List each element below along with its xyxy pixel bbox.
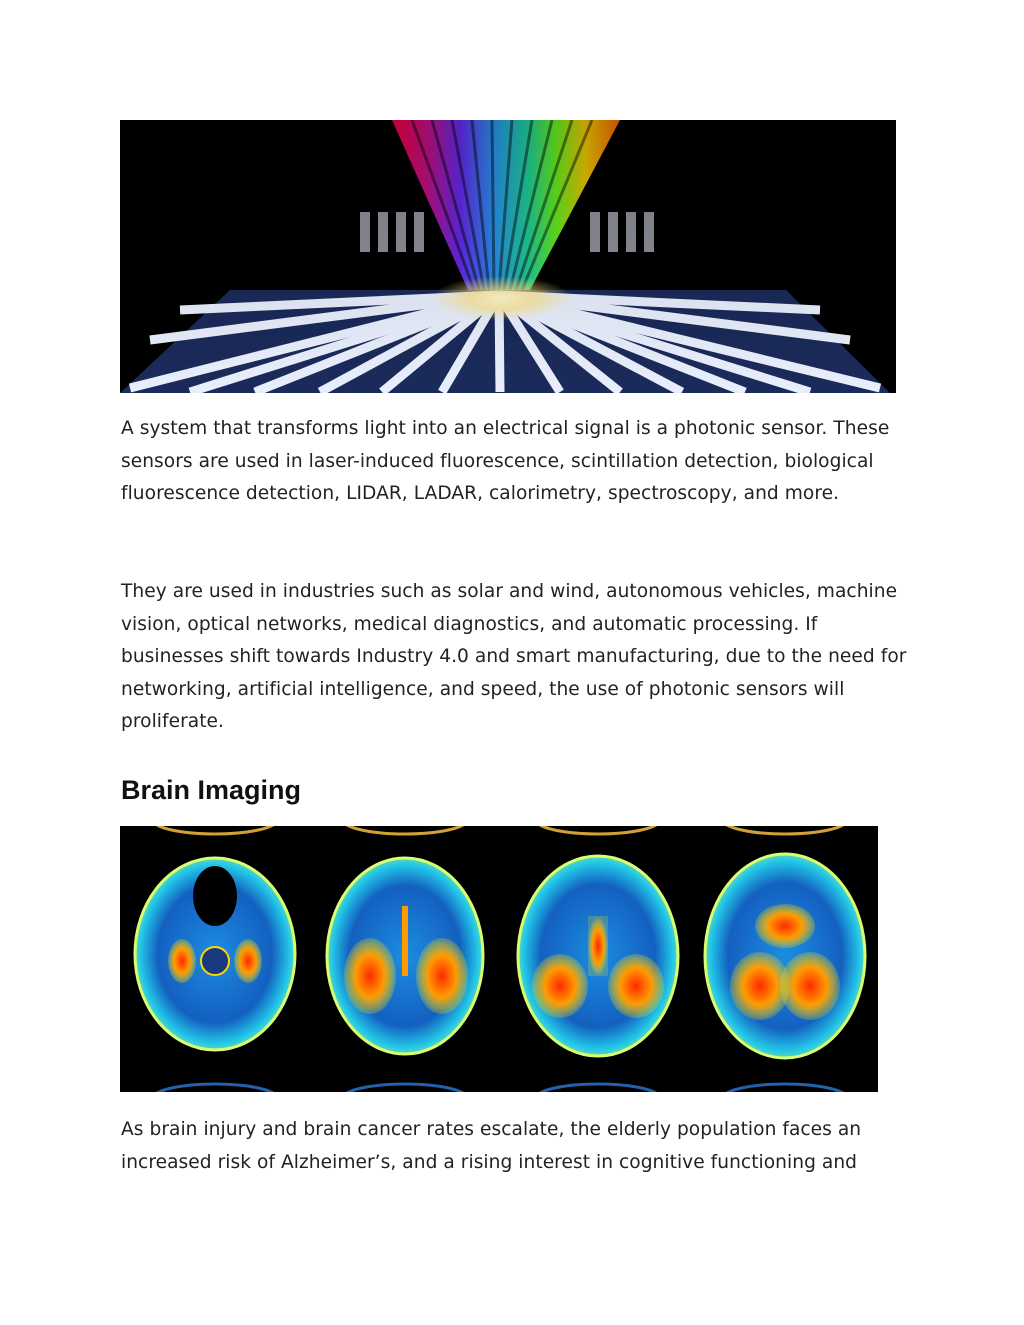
brain-scan-illustration	[120, 826, 878, 1092]
paragraph-photonic-sensor-definition: A system that transforms light into an electrical signal is a photonic sensor. These sensors are used in laser-induced fluorescence, scintillation detection, biological fluorescence detection, LIDAR, LADAR, calorimetry, spectroscopy, and more.	[121, 418, 890, 505]
photonic-sensor-illustration	[120, 120, 896, 393]
section-heading-brain-imaging: Brain Imaging	[121, 775, 302, 805]
brain-scan-image	[120, 826, 878, 1092]
paragraph-brain-imaging-intro: As brain injury and brain cancer rates escalate, the elderly population faces an increased risk of Alzheimer’s, and a rising interest in cognitive functioning and	[121, 1119, 862, 1173]
photonic-sensor-image	[120, 120, 896, 393]
paragraph-photonic-sensor-industries: They are used in industries such as solar and wind, autonomous vehicles, machine vision, optical networks, medical diagnostics, and automatic processing. If businesses shift towards Industry 4.0 and smart manufacturing, due to the need for networking, artificial intelligence, and speed, the use of photonic sensors will proliferate.	[121, 581, 907, 733]
